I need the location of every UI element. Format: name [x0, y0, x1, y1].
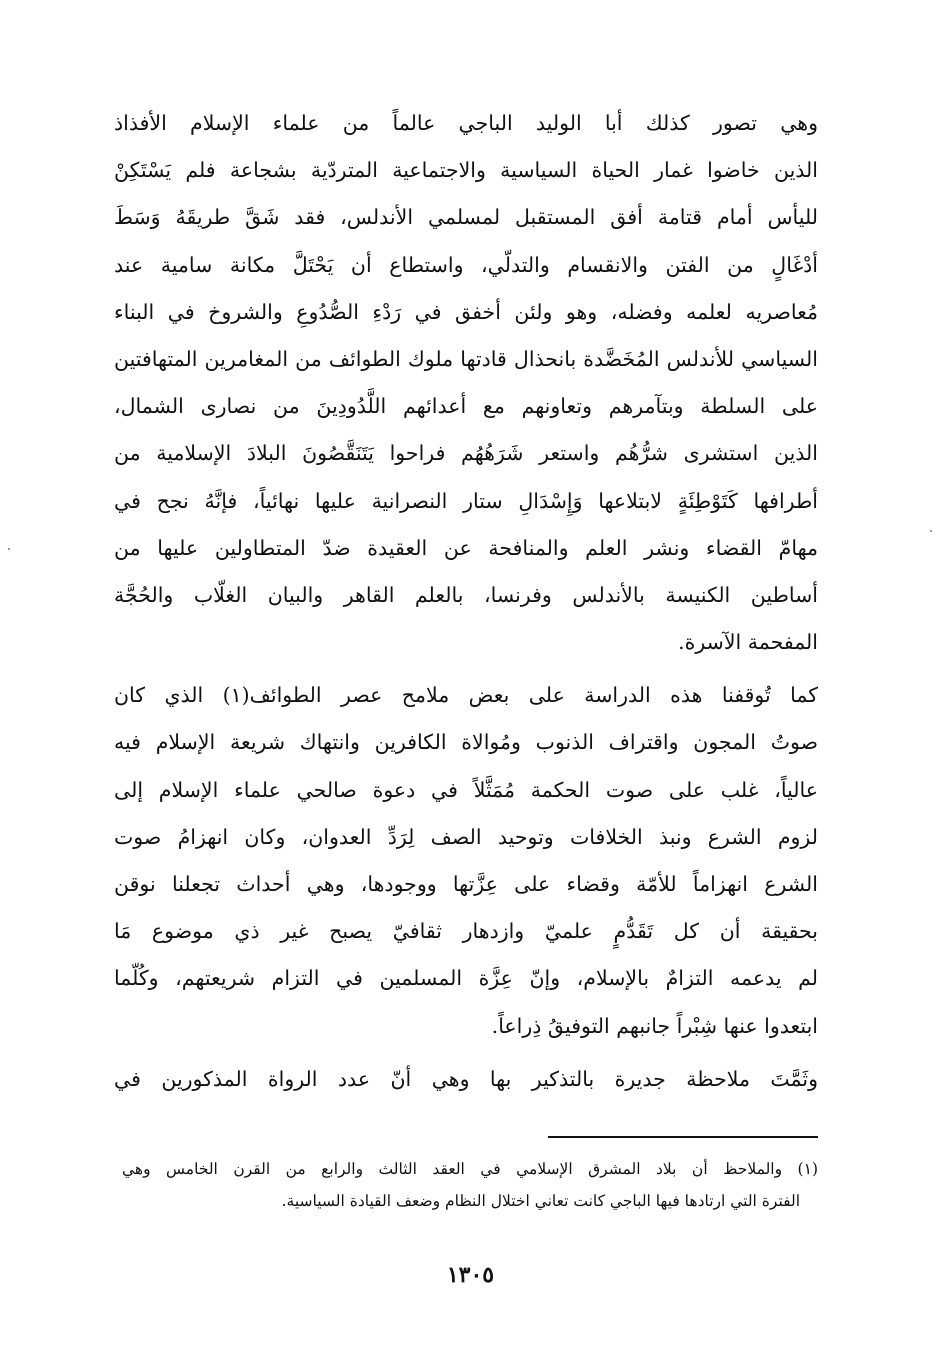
- paragraph-3: [114, 1056, 818, 1103]
- footnotes: [122, 1153, 818, 1217]
- text-line: أساطين الكنيسة بالأندلس وفرنسا، بالعلم القاهر والبيان الغلّاب والحُجَّة: [114, 582, 818, 607]
- scan-speck: [930, 530, 932, 532]
- paragraph-2: [114, 672, 818, 1050]
- text-line: على السلطة وبتآمرهم وتعاونهم مع أعدائهم اللَّدُودِينَ من نصارى الشمال،: [114, 394, 818, 419]
- text-line: بحقيقة أن كل تَقَدُّمٍ علميّ وازدهار ثقافيّ يصبح غير ذي موضوع مَا: [114, 919, 818, 944]
- text-line: صوتُ المجون واقتراف الذنوب ومُوالاة الكافرين وانتهاك شريعة الإسلام فيه: [114, 730, 818, 755]
- paragraph-1: [114, 100, 818, 666]
- text-line: لم يدعمه التزامٌ بالإسلام، وإنّ عِزَّة المسلمين في التزام شريعتهم، وكُلّما: [114, 966, 818, 991]
- footnote-line: الفترة التي ارتادها فيها الباجي كانت تعاني اختلال النظام وضعف القيادة السياسية.: [281, 1192, 800, 1210]
- text-line: ابتعدوا عنها شِبْراً جانبهم التوفيقُ ذِراعاً.: [491, 1013, 818, 1038]
- main-text: [114, 100, 818, 1103]
- text-line: عالياً، غلب على صوت الحكمة مُمَثَّلاً في دعوة صالحي علماء الإسلام إلى: [114, 777, 818, 802]
- text-line: مُعاصريه لعلمه وفضله، وهو ولئن أخفق في رَدْءِ الصُّدُوعِ والشروخ في البناء: [114, 299, 818, 324]
- text-line: المفحمة الآسرة.: [678, 630, 818, 655]
- footnote-line: (١) والملاحظ أن بلاد المشرق الإسلامي في العقد الثالث والرابع من القرن الخامس وهي: [122, 1160, 818, 1178]
- text-line: مهامّ القضاء ونشر العلم والمنافحة عن العقيدة ضدّ المتطاولين عليها من: [114, 535, 818, 560]
- text-line: الذين استشرى شرُّهُم واستعر شَرَهُهُم فراحوا يَتَنَقَّصُونَ البلادَ الإسلامية من: [114, 441, 818, 466]
- text-line: وثَمَّتَ ملاحظة جديرة بالتذكير بها وهي أنّ عدد الرواة المذكورين في: [114, 1066, 818, 1091]
- text-line: لليأس أمام قتامة أفق المستقبل لمسلمي الأندلس، فقد شَقَّ طريقَهُ وَسَطَ: [114, 205, 818, 230]
- text-line: كما تُوقفنا هذه الدراسة على بعض ملامح عصر الطوائف(١) الذي كان: [114, 683, 818, 708]
- text-line: الشرع انهزاماً للأمّة وقضاء على عِزَّتها ووجودها، وهي أحداث تجعلنا نوقن: [114, 872, 818, 896]
- text-line: أدْغَالٍ من الفتن والانقسام والتدلّي، واستطاع أن يَحْتَلَّ مكانة سامية عند: [114, 252, 818, 277]
- page-number: ١٣٠٥: [446, 1262, 495, 1288]
- text-line: وهي تصور كذلك أبا الوليد الباجي عالماً من علماء الإسلام الأفذاذ: [114, 111, 818, 135]
- footnote-divider: [548, 1136, 818, 1138]
- text-line: لزوم الشرع ونبذ الخلافات وتوحيد الصف لِرَدِّ العدوان، وكان انهزامُ صوت: [114, 824, 818, 849]
- text-line: الذين خاضوا غمار الحياة السياسية والاجتماعية المتردّية بشجاعة فلم يَسْتَكِنْ: [114, 158, 818, 183]
- scan-speck: [8, 548, 10, 550]
- text-line: السياسي للأندلس المُخَضَّدة بانحذال قادتها ملوك الطوائف من المغامرين المتهافتين: [114, 346, 818, 371]
- text-line: أطرافها كَتَوْطِئَةٍ لابتلاعها وَإِسْدَالِ ستار النصرانية عليها نهائياً، فإنَّهُ نجح في: [114, 488, 818, 513]
